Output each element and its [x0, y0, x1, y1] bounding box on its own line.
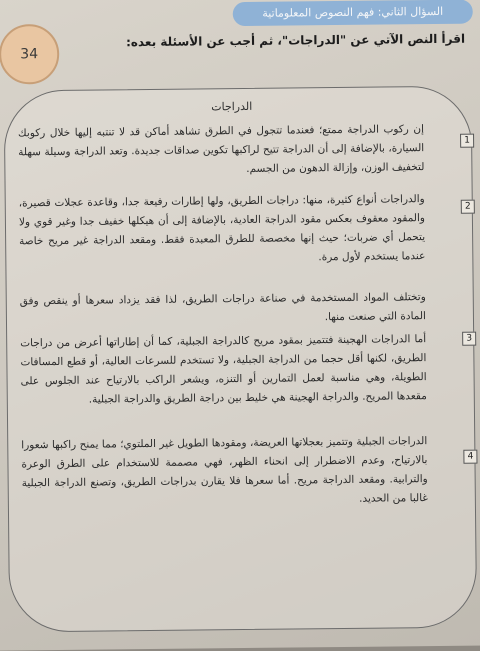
paragraph: وتختلف المواد المستخدمة في صناعة دراجات الطريق، لذا فقد يزداد سعرها أو ينقص وفق المادة التي صنعت منها.	[19, 291, 427, 324]
page-number: 34	[20, 46, 39, 63]
paragraph: أما الدراجات الهجينة فتتميز بمقود مريح كالدراجة الجبلية، كما أن إطاراتها أعرض من دراجات الطريق، لكنها أقل حجما من الدراجة الجبلية، ولا تستخدم للسرعات العالية، أو قطع المسافات الطويلة، وهي مناسبة لعمل التمارين أو التنزه، ويشعر الراكب بالارتياح عند الجلوس على مقعدها المريح. والدراجة الهجينة هي خليط بين دراجة الطريق والدراجة الجبلية.	[20, 333, 427, 406]
passage-title: الدراجات	[211, 99, 253, 114]
page-number-badge	[0, 24, 59, 85]
paragraph-number: 3	[462, 332, 476, 346]
paragraph-number: 1	[460, 134, 474, 148]
paragraph-number: 2	[461, 200, 475, 214]
paragraph: إن ركوب الدراجة ممتع؛ فعندما تتجول في الطرق تشاهد أماكن قد لا تنتبه إليها خلال ركوبك السيارة، بالإضافة إلى أن الدراجة تتيح لراكبها تكوين صداقات جديدة. وتعد الدراجة وسيلة سهلة لتخفيف الوزن، وإزالة الدهون من الجسم.	[17, 123, 425, 175]
paragraph: والدراجات أنواع كثيرة، منها: دراجات الطريق، ولها إطارات رفيعة جدا، وقاعدة عجلات قصيرة، والمقود معقوف بعكس مقود الدراجة العادية، بالإضافة إلى أن هيكلها خفيف جدا وغير قوي ولا يتحمل أي ضربات؛ حيث إنها مخصصة للطرق المعبدة فقط. ومقعد الدراجة غير مريح خاصة عندما يستخدم لأول مرة.	[18, 193, 426, 264]
question-instruction: اقرأ النص الآتي عن "الدراجات"، ثم أجب عن الأسئلة بعده:	[126, 31, 466, 50]
section-banner: السؤال الثاني: فهم النصوص المعلوماتية	[233, 0, 473, 26]
paragraph: الدراجات الجبلية وتتميز بعجلاتها العريضة، ومقودها الطويل غير الملتوي؛ مما يمنح راكبها شعورا بالارتياح، وعدم الاضطرار إلى انحناء الظهر، فهي مصممة للاستخدام على الطرق الوعرة والترابية. ومقعد الدراجة مريح. أما سعرها فلا يقارن بدراجات الطريق، وتصنع الدراجة الجبلية غالبا من الحديد.	[21, 435, 428, 505]
paragraph-number: 4	[463, 450, 477, 464]
